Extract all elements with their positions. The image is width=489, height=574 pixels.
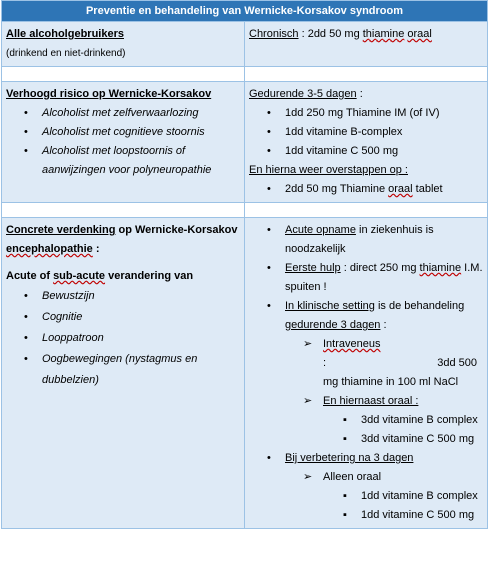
title-row — [2, 1, 488, 22]
oral-adjunct-item: ▪ 3dd vitamine C 500 mg — [361, 430, 483, 449]
list-item: • Alcoholist met zelfverwaarlozing — [42, 104, 240, 123]
list-item: • Cognitie — [42, 307, 240, 328]
chronisch-label: Chronisch — [249, 28, 299, 40]
bullet-icon: • — [24, 126, 28, 138]
oral-adjunct-block: ➢ En hiernaast oraal : — [323, 392, 483, 411]
all-users-sub: (drinkend en niet-drinkend) — [6, 48, 126, 59]
duration-heading: Gedurende 3-5 dagen — [249, 88, 357, 100]
list-item: • Alcoholist met cognitieve stoornis — [42, 123, 240, 142]
oral-only-block: ➢ Alleen oraal — [323, 468, 483, 487]
list-item: • 1dd vitamine B-complex — [285, 123, 483, 142]
thiamine-word: thiamine — [362, 28, 405, 40]
spacer-row-2 — [2, 203, 488, 218]
bullet-icon: • — [24, 107, 28, 119]
chronisch-text: : 2dd 50 mg — [298, 28, 363, 40]
square-bullet-icon: ▪ — [343, 509, 347, 521]
iv-block: ➢ Intraveneus : 3dd 500 mg thiamine in 100 ml NaCl — [323, 335, 483, 392]
suspicion-heading: Concrete verdenking op Wernicke-Korsakov encephalopathie : — [6, 224, 238, 255]
bullet-icon: • — [267, 183, 271, 195]
switch-heading: En hierna weer overstappen op : — [249, 164, 408, 176]
cell-risk-right: Gedurende 3-5 dagen : • 1dd 250 mg Thiamine IM (of IV) • 1dd vitamine B-complex • 1dd vitamine C 500 mg En hierna weer overstappen op : • 2dd 50 mg Thiamine oraal tablet — [245, 82, 488, 203]
table-title: Preventie en behandeling van Wernicke-Korsakov syndroom — [2, 1, 488, 22]
list-item: • Eerste hulp : direct 250 mg thiamine I.M. spuiten ! — [285, 259, 483, 297]
list-item: • Bewustzijn — [42, 286, 240, 307]
square-bullet-icon: ▪ — [343, 414, 347, 426]
arrow-icon: ➢ — [303, 395, 313, 407]
list-item: • 1dd vitamine C 500 mg — [285, 142, 483, 161]
bullet-icon: • — [267, 262, 271, 274]
row-increased-risk — [2, 82, 488, 203]
iv-dose-rest: mg thiamine in 100 ml NaCl — [323, 376, 459, 388]
spacer-row-1 — [2, 67, 488, 82]
cell-risk-left — [2, 82, 245, 203]
list-item: • In klinische setting is de behandeling gedurende 3 dagen : — [285, 297, 483, 335]
list-item: • Bij verbetering na 3 dagen — [285, 449, 483, 468]
oral-only-item: ▪ 1dd vitamine C 500 mg — [361, 506, 483, 525]
iv-dose: 3dd 500 — [437, 357, 477, 369]
bullet-icon: • — [267, 107, 271, 119]
arrow-icon: ➢ — [303, 471, 313, 483]
change-heading: Acute of sub-acute verandering van — [6, 270, 194, 282]
all-users-heading: Alle alcoholgebruikers — [6, 28, 124, 40]
arrow-icon: ➢ — [303, 338, 313, 350]
bullet-icon: • — [267, 452, 271, 464]
bullet-icon: • — [24, 145, 28, 157]
list-item: • 1dd 250 mg Thiamine IM (of IV) — [285, 104, 483, 123]
row-all-users — [2, 22, 488, 67]
switch-list — [267, 180, 483, 199]
risk-list — [24, 104, 240, 180]
list-item: • 2dd 50 mg Thiamine oraal tablet — [285, 180, 483, 199]
risk-heading: Verhoogd risico op Wernicke-Korsakov — [6, 88, 212, 100]
cell-all-users-right — [245, 22, 488, 67]
list-item: • Oogbewegingen (nystagmus en dubbelzien) — [42, 349, 240, 391]
bullet-icon: • — [24, 353, 28, 365]
square-bullet-icon: ▪ — [343, 490, 347, 502]
bullet-icon: • — [267, 145, 271, 157]
cell-suspicion-right — [245, 218, 488, 529]
treatment-table — [1, 0, 488, 529]
cell-suspicion-left — [2, 218, 245, 529]
list-item: • Looppatroon — [42, 328, 240, 349]
symptom-list — [24, 286, 240, 391]
square-bullet-icon: ▪ — [343, 433, 347, 445]
oral-adjunct-item: ▪ 3dd vitamine B complex — [361, 411, 483, 430]
bullet-icon: • — [267, 224, 271, 236]
row-concrete-suspicion — [2, 218, 488, 529]
improvement-list — [267, 449, 483, 468]
cell-all-users-left — [2, 22, 245, 67]
acute-treatment-list — [267, 221, 483, 335]
risk-treatment-list — [267, 104, 483, 161]
bullet-icon: • — [267, 300, 271, 312]
oral-only-item: ▪ 1dd vitamine B complex — [361, 487, 483, 506]
bullet-icon: • — [24, 311, 28, 323]
list-item: • Alcoholist met loopstoornis of aanwijzingen voor polyneuropathie — [42, 142, 240, 180]
bullet-icon: • — [267, 126, 271, 138]
list-item: • Acute opname in ziekenhuis is noodzakelijk — [285, 221, 483, 259]
bullet-icon: • — [24, 290, 28, 302]
bullet-icon: • — [24, 332, 28, 344]
oraal-word: oraal — [407, 28, 432, 40]
